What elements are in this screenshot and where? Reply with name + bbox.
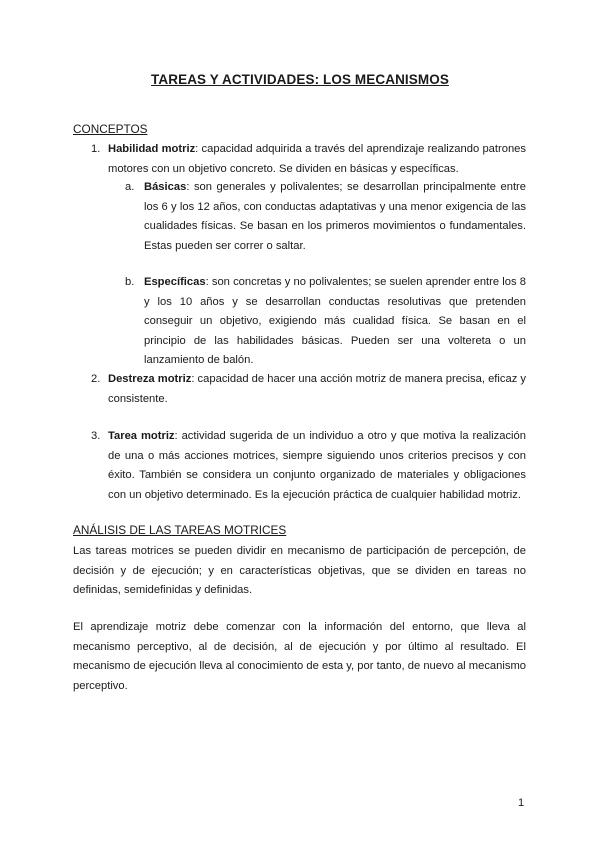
list-number-3: 3. bbox=[91, 430, 101, 442]
list-item-tarea-motriz bbox=[108, 427, 526, 505]
page-number: 1 bbox=[518, 797, 525, 809]
list-item-habilidad-motriz bbox=[108, 140, 526, 179]
term-destreza-motriz: Destreza motriz bbox=[108, 373, 192, 385]
list-subitem-especificas bbox=[144, 273, 526, 371]
section-heading-conceptos: CONCEPTOS bbox=[73, 122, 148, 136]
definition-especificas: : son concretas y no polivalentes; se suelen aprender entre los 8 y los 10 años y se desarrollan conductas resolutivas que pretenden conseguir un objetivo, exigiendo más cualidad física. Se basan en el principio de las habilidades básicas. Pueden ser una voltereta o un lanzamiento de balón. bbox=[144, 276, 526, 366]
list-letter-b: b. bbox=[125, 276, 135, 288]
definition-destreza-motriz: : capacidad de hacer una acción motriz de manera precisa, eficaz y consistente. bbox=[108, 373, 527, 405]
term-especificas: Específicas bbox=[144, 276, 206, 288]
section-heading-analisis: ANÁLISIS DE LAS TAREAS MOTRICES bbox=[73, 523, 287, 537]
list-number-1: 1. bbox=[91, 143, 101, 155]
document-title: TAREAS Y ACTIVIDADES: LOS MECANISMOS bbox=[151, 72, 449, 87]
term-habilidad-motriz: Habilidad motriz bbox=[108, 143, 196, 155]
list-item-destreza-motriz bbox=[108, 370, 526, 409]
term-basicas: Básicas bbox=[144, 181, 187, 193]
paragraph-analisis-1: Las tareas motrices se pueden dividir en mecanismo de participación de percepción, de decisión y de ejecución; y en características objetivas, que se dividen en tareas no definidas, semidefinidas y definidas. bbox=[73, 545, 526, 596]
term-tarea-motriz: Tarea motriz bbox=[108, 430, 175, 442]
list-number-2: 2. bbox=[91, 373, 101, 385]
list-letter-a: a. bbox=[125, 181, 135, 193]
paragraph-analisis-2: El aprendizaje motriz debe comenzar con la información del entorno, que lleva al mecanismo perceptivo, al de decisión, al de ejecución y por último al resultado. El mecanismo de ejecución lleva al conocimiento de esta y, por tanto, de nuevo al mecanismo perceptivo. bbox=[73, 621, 526, 692]
definition-tarea-motriz: : actividad sugerida de un individuo a otro y que motiva la realización de una o más acciones motrices, siempre siguiendo unos criterios precisos y con éxito. También se considera un conjunto organizado de materiales y obligaciones con un objetivo determinado. Es la ejecución práctica de cualquier habilidad motriz. bbox=[108, 430, 526, 501]
definition-basicas: : son generales y polivalentes; se desarrollan principalmente entre los 6 y los 12 años, con conductas adaptativas y una menor exigencia de las cualidades físicas. Se basan en los primeros movimientos o fundamentales. Estas pueden ser correr o saltar. bbox=[144, 181, 526, 252]
definition-habilidad-motriz: : capacidad adquirida a través del aprendizaje realizando patrones motores con un objetivo concreto. Se dividen en básicas y específicas. bbox=[108, 143, 526, 175]
list-subitem-basicas bbox=[144, 178, 526, 256]
